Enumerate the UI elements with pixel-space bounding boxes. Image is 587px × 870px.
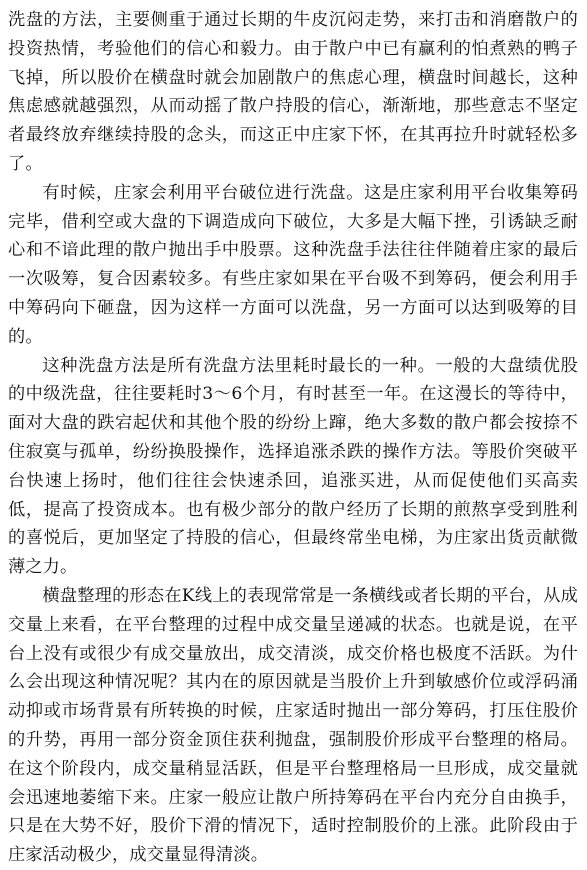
- paragraph-4: 横盘整理的形态在K线上的表现常常是一条横线或者长期的平台，从成交量上来看，在平台整理的过程中成交量呈递减的状态。也就是说，在平台上没有或很少有成交量放出，成交清淡，成交价格也极度不活跃。为什么会出现这种情况呢？其内在的原因就是当股价上升到敏感价位或浮码涌动抑或市场背景有所转换的时候，庄家适时抛出一部分筹码，打压住股价的升势，再用一部分资金顶住获利抛盘，强制股价形成平台整理的格局。在这个阶段内，成交量稍显活跃，但是平台整理格局一旦形成，成交量就会迅速地萎缩下来。庄家一般应让散户所持筹码在平台内充分自由换手，只是在大势不好，股价下滑的情况下，适时控制股价的上涨。此阶段由于庄家活动极少，成交量显得清淡。: [8, 585, 578, 866]
- document-page: [8, 6, 578, 870]
- paragraph-2: 有时候，庄家会利用平台破位进行洗盘。这是庄家利用平台收集筹码完毕，借利空或大盘的下调造成向下破位，大多是大幅下挫，引诱缺乏耐心和不谙此理的散户抛出手中股票。这种洗盘手法往往伴随着庄家的最后一次吸筹，复合因素较多。有些庄家如果在平台吸不到筹码，便会利用手中筹码向下砸盘，因为这样一方面可以洗盘，另一方面可以达到吸筹的目的。: [8, 182, 578, 347]
- paragraph-3: 这种洗盘方法是所有洗盘方法里耗时最长的一种。一般的大盘绩优股的中级洗盘，往往要耗时3～6个月，有时甚至一年。在这漫长的等待中，面对大盘的跌宕起伏和其他个股的纷纷上蹿，绝大多数的散户都会按捺不住寂寞与孤单，纷纷换股操作，选择追涨杀跌的操作方法。等股价突破平台快速上扬时，他们往往会快速杀回，追涨买进，从而促使他们买高卖低，提高了投资成本。也有极少部分的散户经历了长期的煎熬享受到胜利的喜悦后，更加坚定了持股的信心，但最终常坐电梯，为庄家出货贡献微薄之力。: [8, 355, 578, 578]
- paragraph-1: 洗盘的方法，主要侧重于通过长期的牛皮沉闷走势，来打击和消磨散户的投资热情，考验他们的信心和毅力。由于散户中已有赢利的怕煮熟的鸭子飞掉，所以股价在横盘时就会加剧散户的焦虑心理，横盘时间越长，这种焦虑感就越强烈，从而动摇了散户持股的信心，渐渐地，那些意志不坚定者最终放弃继续持股的念头，而这正中庄家下怀，在其再拉升时就轻松多了。: [8, 10, 578, 174]
